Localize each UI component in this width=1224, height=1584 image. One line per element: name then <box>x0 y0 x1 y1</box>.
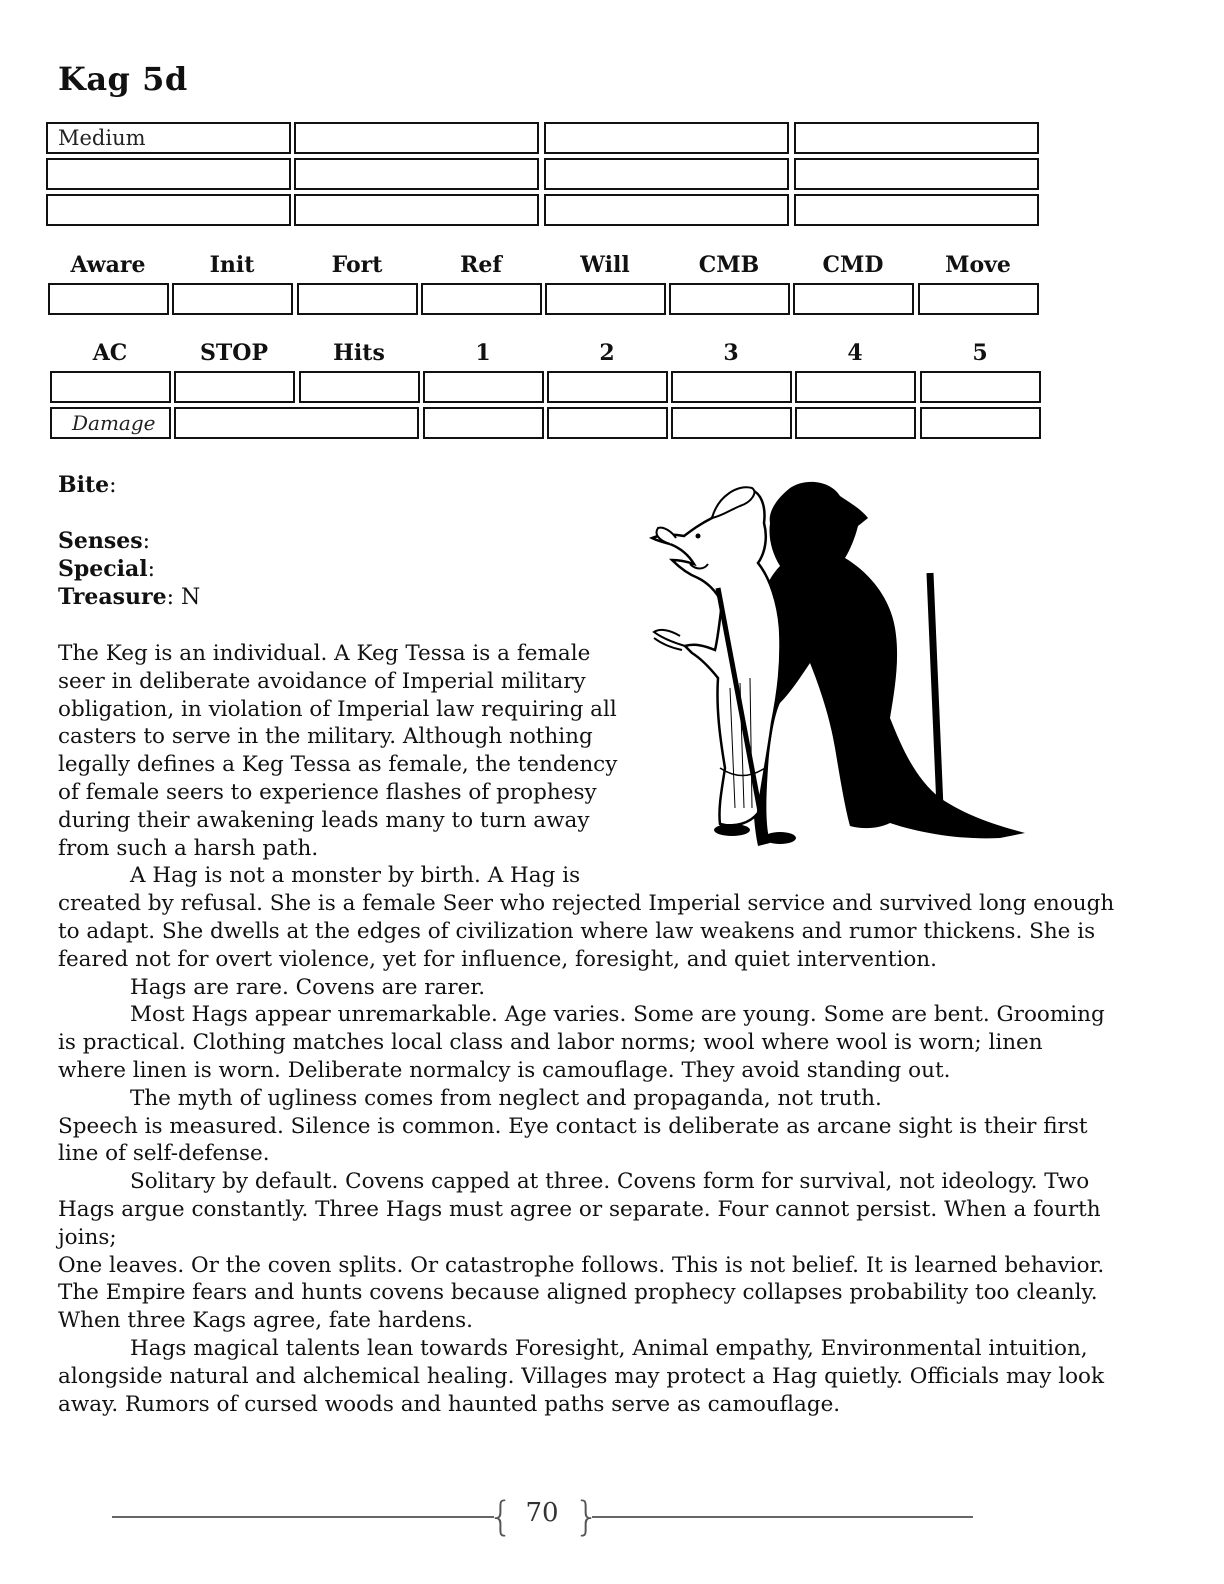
paragraph-line: is practical. Clothing matches local class and labor norms; wool where wool is worn; linen <box>58 1030 1043 1056</box>
bracket-left-icon: { <box>488 1494 514 1540</box>
info-cell[interactable] <box>294 122 539 154</box>
stat-input[interactable] <box>297 283 418 315</box>
stat-header: CMD <box>822 252 884 278</box>
treasure-value: : N <box>166 585 201 610</box>
info-cell[interactable] <box>544 194 789 226</box>
special-label: Special <box>58 556 148 582</box>
info-cell[interactable] <box>794 158 1039 190</box>
stat-input[interactable] <box>671 371 792 403</box>
stat-input[interactable] <box>669 283 790 315</box>
stat-header: 5 <box>972 340 988 366</box>
paragraph-line: seer in deliberate avoidance of Imperial military <box>58 668 586 694</box>
stat-input[interactable] <box>795 371 916 403</box>
page-number: 70 <box>525 1498 559 1528</box>
paragraph-line: Most Hags appear unremarkable. Age varies. Some are young. Some are bent. Grooming <box>130 1002 1105 1028</box>
stat-input[interactable] <box>172 283 293 315</box>
paragraph-line: to adapt. She dwells at the edges of civilization where law weakens and rumor thickens. She is <box>58 919 1096 944</box>
stat-header: Ref <box>460 252 502 278</box>
paragraph-line: away. Rumors of cursed woods and haunted paths serve as camouflage. <box>58 1391 841 1417</box>
special-line: Special: <box>58 556 156 582</box>
paragraph-line: Hags are rare. Covens are rarer. <box>130 974 486 1000</box>
stat-input[interactable] <box>545 283 666 315</box>
stat-header: Will <box>580 252 630 278</box>
info-cell[interactable] <box>46 158 291 190</box>
damage-cell[interactable] <box>795 407 916 439</box>
senses-label: Senses <box>58 528 143 554</box>
staff <box>930 573 940 808</box>
info-cell[interactable] <box>46 194 291 226</box>
stat-input[interactable] <box>174 371 295 403</box>
stat-input[interactable] <box>918 283 1039 315</box>
stat-header: 2 <box>599 340 615 366</box>
stat-input[interactable] <box>50 371 171 403</box>
stat-header: Fort <box>331 252 383 278</box>
info-cell[interactable] <box>544 122 789 154</box>
stat-header: STOP <box>200 340 268 366</box>
paragraph-line: casters to serve in the military. Although nothing <box>58 724 593 750</box>
paragraph-line: from such a harsh path. <box>58 835 319 861</box>
bite-label: Bite <box>58 472 110 498</box>
bracket-right-icon: } <box>574 1494 600 1540</box>
stat-input[interactable] <box>421 283 542 315</box>
damage-cell[interactable] <box>423 407 544 439</box>
paragraph-line: Solitary by default. Covens capped at three. Covens form for survival, not ideology. Two <box>130 1169 1090 1195</box>
stat-header: AC <box>92 340 128 366</box>
paragraph-line: Hags argue constantly. Three Hags must agree or separate. Four cannot persist. When a fourth <box>58 1197 1101 1222</box>
treasure-label: Treasure <box>58 584 167 610</box>
stat-input[interactable] <box>423 371 544 403</box>
stat-header: Hits <box>333 340 385 366</box>
paragraph-line: Hags magical talents lean towards Foresight, Animal empathy, Environmental intuition, <box>130 1336 1088 1361</box>
stat-input[interactable] <box>299 371 420 403</box>
size-label: Medium <box>58 126 146 150</box>
paragraph-line: The Empire fears and hunts covens because aligned prophecy collapses probability too cleanly. <box>58 1280 1098 1306</box>
hag-illustration <box>640 478 1030 858</box>
stat-input[interactable] <box>920 371 1041 403</box>
stat-input[interactable] <box>793 283 914 315</box>
damage-cell[interactable] <box>920 407 1041 439</box>
bite-line: Bite: <box>58 472 117 498</box>
stat-header: Init <box>209 252 255 278</box>
paragraph-line: legally defines a Keg Tessa as female, the tendency <box>58 752 618 778</box>
silhouette-hag <box>753 482 1025 846</box>
paragraph-line: Speech is measured. Silence is common. Eye contact is deliberate as arcane sight is their first <box>58 1113 1088 1139</box>
info-cell[interactable] <box>294 158 539 190</box>
paragraph-line: obligation, in violation of Imperial law requiring all <box>58 696 617 722</box>
paragraph-line: alongside natural and alchemical healing. Villages may protect a Hag quietly. Officials may look <box>58 1363 1104 1389</box>
paragraph-line: created by refusal. She is a female Seer who rejected Imperial service and survived long enough <box>58 891 1115 917</box>
stat-header: CMB <box>698 252 760 278</box>
stat-header: 3 <box>723 340 739 366</box>
stat-header: Aware <box>70 252 146 278</box>
footer-line-right <box>592 1516 973 1518</box>
info-cell[interactable] <box>294 194 539 226</box>
stat-input[interactable] <box>48 283 169 315</box>
info-cell[interactable] <box>794 122 1039 154</box>
paragraph-line: The myth of ugliness comes from neglect and propaganda, not truth. <box>130 1085 882 1111</box>
paragraph-line: A Hag is not a monster by birth. A Hag is <box>130 863 581 889</box>
paragraph-line: When three Kags agree, fate hardens. <box>58 1308 473 1334</box>
treasure-line <box>58 584 200 610</box>
paragraph-line: during their awakening leads many to turn away <box>58 807 590 833</box>
damage-cell[interactable] <box>547 407 668 439</box>
damage-label: Damage <box>72 411 156 435</box>
senses-line: Senses: <box>58 528 151 554</box>
paragraph-line: of female seers to experience flashes of prophesy <box>58 780 597 805</box>
footer-line-left <box>112 1516 494 1518</box>
paragraph-line: feared not for overt violence, yet for influence, foresight, and quiet intervention. <box>58 946 937 972</box>
paragraph-line: One leaves. Or the coven splits. Or catastrophe follows. This is not belief. It is learned behavior. <box>58 1252 1105 1278</box>
damage-input[interactable] <box>174 407 419 439</box>
stat-header: 4 <box>847 340 863 366</box>
stat-header: 1 <box>475 340 491 366</box>
paragraph-line: The Keg is an individual. A Keg Tessa is a female <box>58 641 591 666</box>
damage-cell[interactable] <box>671 407 792 439</box>
stat-input[interactable] <box>547 371 668 403</box>
paragraph-line: joins; <box>58 1224 117 1250</box>
info-cell[interactable] <box>544 158 789 190</box>
info-cell[interactable] <box>794 194 1039 226</box>
paragraph-line: where linen is worn. Deliberate normalcy is camouflage. They avoid standing out. <box>58 1058 951 1083</box>
stat-header: Move <box>945 252 1011 278</box>
paragraph-line: line of self-defense. <box>58 1141 270 1167</box>
page-title: Kag 5d <box>58 60 188 98</box>
